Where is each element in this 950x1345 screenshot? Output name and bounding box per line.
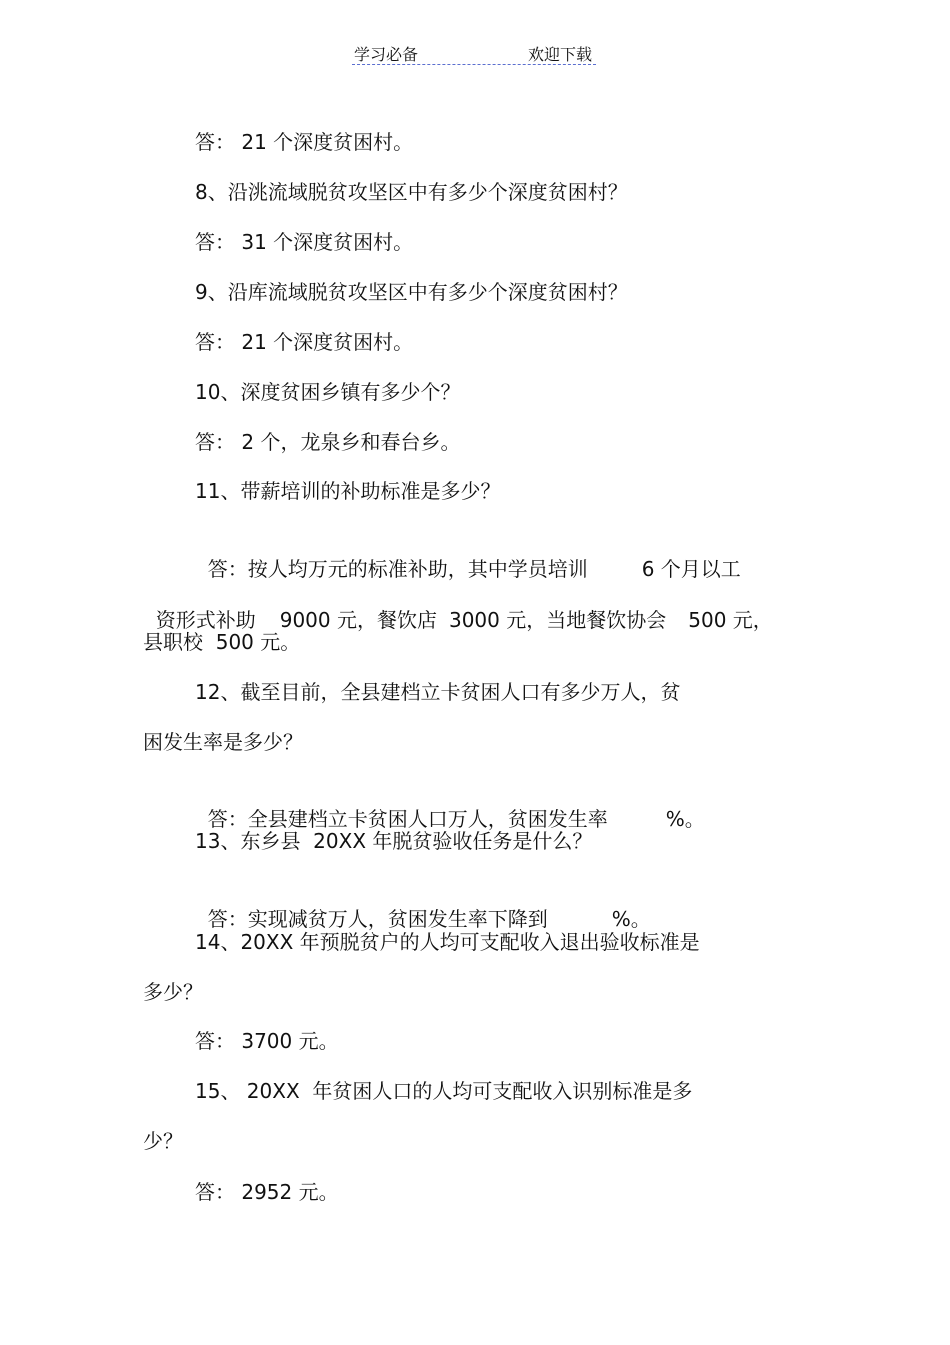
answer-11-part-f: 500 元， <box>688 608 773 632</box>
question-9: 9、沿库流域脱贫攻坚区中有多少个深度贫困村？ <box>195 280 628 304</box>
question-15-line-2: 少？ <box>143 1129 183 1153</box>
question-15-line-1: 15、 20XX 年贫困人口的人均可支配收入识别标准是多 <box>195 1079 693 1103</box>
answer-13 <box>195 877 651 933</box>
answer-8: 答： 31 个深度贫困村。 <box>195 230 414 254</box>
answer-11-part-d: 9000 元，餐饮店 <box>279 608 437 632</box>
answer-11-line-3: 县职校 500 元。 <box>143 630 301 654</box>
answer-12 <box>195 777 705 833</box>
answer-13-text: 答：实现减贫万人，贫困发生率下降到 <box>207 907 548 931</box>
header-left-text: 学习必备 <box>354 45 419 64</box>
answer-11-line-2 <box>143 578 773 634</box>
answer-7: 答： 21 个深度贫困村。 <box>195 130 414 154</box>
question-10: 10、深度贫困乡镇有多少个？ <box>195 380 461 404</box>
answer-13-percent: %。 <box>611 907 651 931</box>
header-right-text: 欢迎下载 <box>527 45 592 64</box>
answer-9: 答： 21 个深度贫困村。 <box>195 330 414 354</box>
answer-11-line-1 <box>195 527 741 583</box>
question-12-line-1: 12、截至目前，全县建档立卡贫困人口有多少万人，贫 <box>195 680 681 704</box>
answer-14: 答： 3700 元。 <box>195 1029 339 1053</box>
page-header <box>352 40 596 65</box>
answer-10: 答： 2 个，龙泉乡和春台乡。 <box>195 430 461 454</box>
question-12-line-2: 困发生率是多少？ <box>143 730 303 754</box>
question-8: 8、沿洮流域脱贫攻坚区中有多少个深度贫困村？ <box>195 180 628 204</box>
question-14-line-2: 多少？ <box>143 980 203 1004</box>
question-13: 13、东乡县 20XX 年脱贫验收任务是什么？ <box>195 829 593 853</box>
answer-11-part-e: 3000 元，当地餐饮协会 <box>448 608 667 632</box>
answer-12-percent: %。 <box>665 807 705 831</box>
answer-11-part-c: 资形式补助 <box>155 608 256 632</box>
answer-15: 答： 2952 元。 <box>195 1180 339 1204</box>
answer-12-text: 答：全县建档立卡贫困人口万人，贫困发生率 <box>207 807 608 831</box>
answer-11-part-b: 6 个月以工 <box>641 557 741 581</box>
answer-11-part-a: 答：按人均万元的标准补助，其中学员培训 <box>207 557 588 581</box>
question-11: 11、带薪培训的补助标准是多少？ <box>195 479 501 503</box>
question-14-line-1: 14、20XX 年预脱贫户的人均可支配收入退出验收标准是 <box>195 930 700 954</box>
